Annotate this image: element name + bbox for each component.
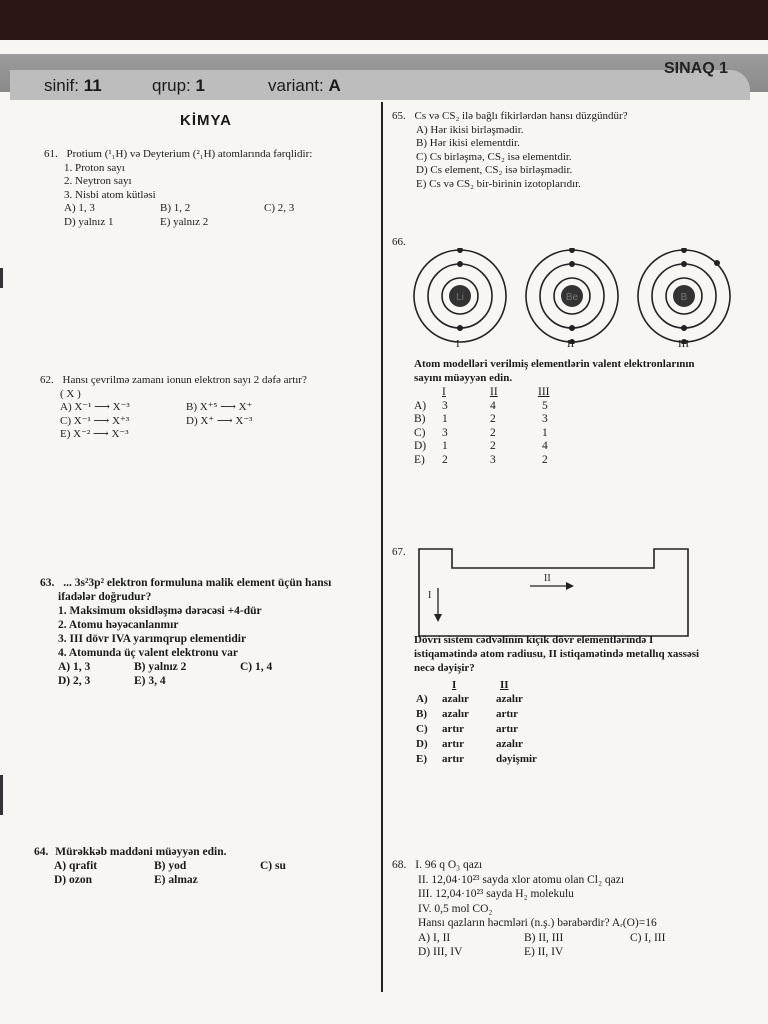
list-item: 1. Proton sayı xyxy=(64,161,125,174)
atom-label: I xyxy=(456,338,460,350)
grade-field xyxy=(44,76,102,96)
option-a[interactable]: A) I, II xyxy=(418,931,451,944)
table-cell: azalır xyxy=(496,693,523,705)
list-item: 2. Neytron sayı xyxy=(64,175,132,187)
question-text: Hansı çevrilmə zamanı ionun elektron sayı 2 dəfə artır? xyxy=(62,374,307,386)
question-text: Hansı qazların həcmləri (n.ş.) bərabərdir? Aᵣ(O)=16 xyxy=(418,917,657,929)
svg-text:Be: Be xyxy=(565,292,579,303)
table-cell: 2 xyxy=(542,453,548,466)
group-field xyxy=(152,76,205,96)
question-note: ( X ) xyxy=(60,387,81,400)
question-64 xyxy=(34,845,374,887)
atom-model-b xyxy=(636,248,732,344)
option-c[interactable] xyxy=(414,427,614,441)
list-item: 2. Atomu həyəcanlanmır xyxy=(58,619,179,631)
question-61 xyxy=(44,148,374,229)
question-number: 63. xyxy=(40,577,55,589)
option-b[interactable]: B) Hər ikisi elementdir. xyxy=(416,137,520,149)
option-key: D) xyxy=(414,440,427,452)
option-b[interactable] xyxy=(416,707,616,722)
left-edge-mark xyxy=(0,775,3,815)
option-e[interactable]: E) II, IV xyxy=(524,946,564,958)
table-cell: artır xyxy=(442,738,464,750)
column-header: I xyxy=(452,679,457,691)
table-cell: 3 xyxy=(542,413,548,425)
question-text: Dövri sistem cədvəlinin kiçik dövr elementlərində I xyxy=(414,634,654,646)
column-divider xyxy=(381,102,383,992)
exam-title: SINAQ 1 xyxy=(663,60,728,77)
page-header xyxy=(0,50,768,102)
table-cell: 5 xyxy=(542,399,548,412)
atom-label: III xyxy=(678,338,689,350)
option-b[interactable]: B) X⁺⁵ ⟶ X⁺ xyxy=(186,401,253,413)
column-header: II xyxy=(500,679,509,691)
atom-model-li xyxy=(412,248,508,344)
question-number: 64. xyxy=(34,846,49,858)
option-a[interactable]: A) Hər ikisi birləşmədir. xyxy=(416,123,524,136)
question-66-text xyxy=(414,358,759,385)
option-key: B) xyxy=(416,708,427,720)
atom-model-be xyxy=(524,248,620,344)
question-65 xyxy=(392,110,752,191)
question-text: ifadələr doğrudur? xyxy=(58,591,152,603)
question-67-text xyxy=(414,633,764,675)
option-e[interactable]: E) Cs və CS₂ bir-birinin izotoplarıdır. xyxy=(416,177,581,190)
table-cell: 2 xyxy=(490,426,496,439)
option-c[interactable]: C) Cs birləşmə, CS₂ isə elementdir. xyxy=(416,150,572,163)
table-cell: artır xyxy=(496,708,518,720)
table-cell: 2 xyxy=(490,413,496,425)
table-cell: azalır xyxy=(496,738,523,750)
option-b[interactable]: B) yod xyxy=(154,860,187,872)
left-edge-mark xyxy=(0,268,3,288)
question-number: 68. xyxy=(392,859,407,871)
option-a[interactable] xyxy=(414,400,614,414)
table-cell: 4 xyxy=(542,440,548,452)
option-key: A) xyxy=(414,399,427,412)
group-label: qrup: xyxy=(152,76,191,95)
option-a[interactable]: A) 1, 3 xyxy=(58,661,91,673)
question-text: necə dəyişir? xyxy=(414,662,475,674)
option-a[interactable]: A) X⁻¹ ⟶ X⁻³ xyxy=(60,401,130,413)
answer-table-67 xyxy=(416,678,616,767)
variant-value: A xyxy=(328,76,341,95)
question-number: 62. xyxy=(40,374,54,386)
table-cell: 3 xyxy=(490,453,496,466)
table-cell: 2 xyxy=(442,453,448,466)
column-header: I xyxy=(442,386,446,398)
periodic-table-outline xyxy=(418,548,698,638)
option-d[interactable]: D) 2, 3 xyxy=(58,675,91,687)
option-b[interactable] xyxy=(414,413,614,427)
option-b[interactable]: B) yalnız 2 xyxy=(134,661,187,673)
option-key: A) xyxy=(416,693,428,705)
svg-text:Li: Li xyxy=(456,292,464,303)
svg-text:I: I xyxy=(428,590,432,601)
question-68 xyxy=(392,858,757,960)
option-e[interactable] xyxy=(416,752,616,767)
option-key: B) xyxy=(414,413,426,425)
option-c[interactable]: C) X⁻¹ ⟶ X⁺³ xyxy=(60,414,130,427)
table-cell: 2 xyxy=(490,440,496,452)
atom-label: II xyxy=(567,338,575,350)
table-cell: 1 xyxy=(542,426,548,439)
option-key: D) xyxy=(416,738,428,750)
option-d[interactable] xyxy=(414,440,614,454)
list-item: I. 96 q O₃ qazı xyxy=(415,859,483,871)
svg-text:II: II xyxy=(544,573,551,584)
question-text: Protium (¹₁H) və Deyterium (²₁H) atomlarında fərqlidir: xyxy=(66,148,313,160)
option-c[interactable]: C) I, III xyxy=(630,931,666,944)
variant-field xyxy=(268,76,341,96)
question-text: Mürəkkəb maddəni müəyyən edin. xyxy=(55,846,227,858)
subject-title: KİMYA xyxy=(180,112,232,129)
option-c[interactable]: C) su xyxy=(260,860,286,872)
question-text: Cs və CS₂ ilə bağlı fikirlərdən hansı düzgündür? xyxy=(414,110,628,122)
grade-label: sinif: xyxy=(44,76,79,95)
table-cell: azalır xyxy=(442,708,469,720)
option-d[interactable]: D) III, IV xyxy=(418,946,463,958)
table-cell: 1 xyxy=(442,440,448,452)
question-number: 65. xyxy=(392,110,406,122)
question-text: istiqamətində atom radiusu, II istiqamətində metallıq xassəsi xyxy=(414,648,700,660)
list-item: IV. 0,5 mol CO₂ xyxy=(418,902,493,915)
table-cell: 4 xyxy=(490,399,496,412)
list-item: 3. Nisbi atom kütləsi xyxy=(64,188,156,201)
option-e[interactable] xyxy=(414,454,614,468)
question-63 xyxy=(40,576,375,688)
table-cell: 1 xyxy=(442,413,448,425)
list-item: II. 12,04·10²³ sayda xlor atomu olan Cl₂ qazı xyxy=(418,873,625,886)
svg-text:B: B xyxy=(680,292,688,303)
option-key: E) xyxy=(416,753,427,765)
option-b[interactable]: B) II, III xyxy=(524,931,564,944)
option-key: C) xyxy=(414,426,426,439)
table-cell: 3 xyxy=(442,426,448,439)
question-number: 61. xyxy=(44,148,58,160)
variant-label: variant: xyxy=(268,76,324,95)
table-cell: artır xyxy=(442,723,464,735)
option-d[interactable] xyxy=(416,737,616,752)
table-cell: 3 xyxy=(442,399,448,412)
column-header: II xyxy=(490,386,498,398)
question-text: Atom modelləri verilmiş elementlərin valent elektronlarının xyxy=(414,358,695,370)
table-cell: artır xyxy=(496,723,518,735)
option-key: E) xyxy=(414,453,425,466)
group-value: 1 xyxy=(195,76,205,95)
option-e[interactable]: E) X⁻² ⟶ X⁻³ xyxy=(60,428,129,440)
question-text: sayını müəyyən edin. xyxy=(414,371,513,384)
option-d[interactable]: D) X⁺ ⟶ X⁻³ xyxy=(186,414,253,427)
list-item: III. 12,04·10²³ sayda H₂ molekulu xyxy=(418,888,574,900)
option-d[interactable]: D) yalnız 1 xyxy=(64,215,114,228)
option-a[interactable]: A) qrafit xyxy=(54,860,98,872)
question-text: ... 3s²3p² elektron formuluna malik element üçün hansı xyxy=(63,577,332,589)
header-strip xyxy=(10,70,750,100)
grade-value: 11 xyxy=(83,76,102,95)
answer-table-66 xyxy=(414,386,614,467)
question-number: 67. xyxy=(392,546,406,558)
column-header: III xyxy=(538,386,550,398)
option-c[interactable]: C) 1, 4 xyxy=(240,661,273,673)
option-a[interactable] xyxy=(416,692,616,707)
list-item: 3. III dövr IVA yarımqrup elementidir xyxy=(58,633,247,645)
option-a[interactable]: A) 1, 3 xyxy=(64,202,95,214)
option-d[interactable]: D) ozon xyxy=(54,874,93,886)
option-c[interactable]: C) 2, 3 xyxy=(264,202,295,214)
question-62 xyxy=(40,374,375,442)
option-key: C) xyxy=(416,723,428,735)
list-item: 1. Maksimum oksidləşmə dərəcəsi +4-dür xyxy=(58,605,262,617)
table-cell: dəyişmir xyxy=(496,753,537,765)
option-e[interactable]: E) 3, 4 xyxy=(134,675,166,687)
option-e[interactable]: E) yalnız 2 xyxy=(160,215,209,228)
question-number: 66. xyxy=(392,236,406,248)
list-item: 4. Atomunda üç valent elektronu var xyxy=(58,647,238,659)
table-cell: azalır xyxy=(442,693,469,705)
table-cell: artır xyxy=(442,753,464,765)
option-c[interactable] xyxy=(416,722,616,737)
option-d[interactable]: D) Cs element, CS₂ isə birləşmədir. xyxy=(416,164,573,176)
option-e[interactable]: E) almaz xyxy=(154,874,198,886)
option-b[interactable]: B) 1, 2 xyxy=(160,202,191,214)
